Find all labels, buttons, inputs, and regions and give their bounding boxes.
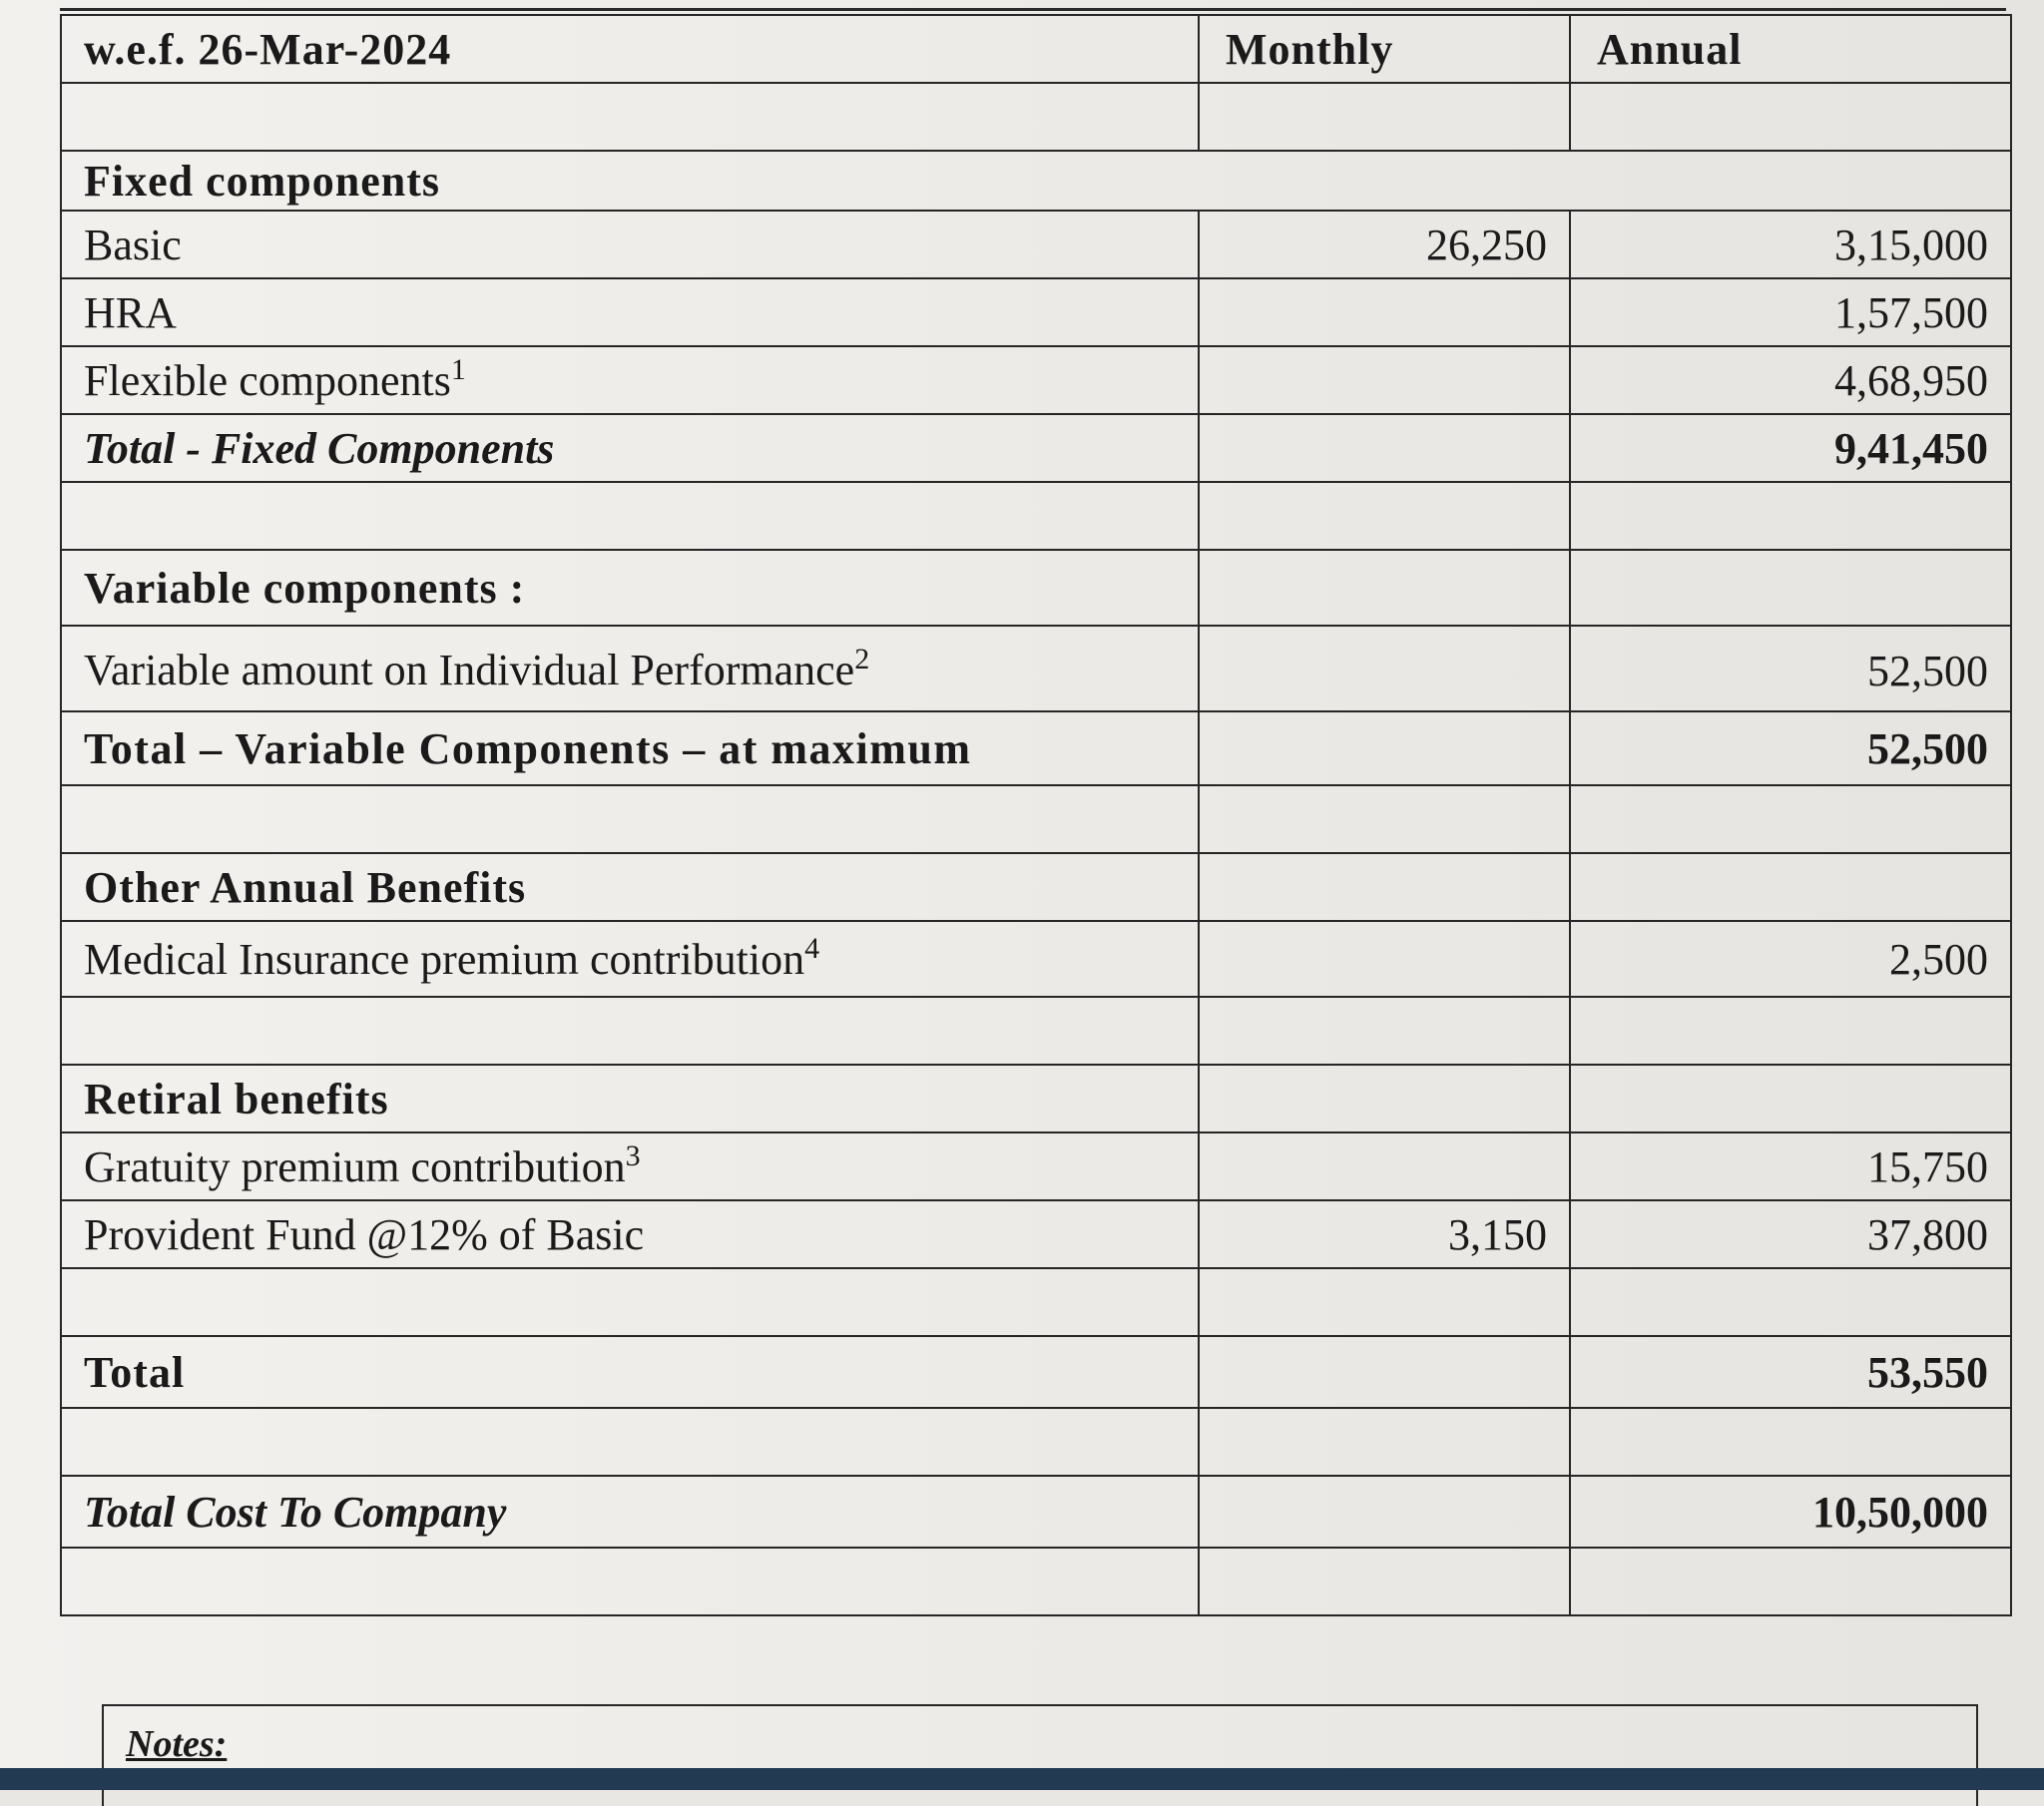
top-border bbox=[60, 8, 2006, 11]
section-heading-row bbox=[61, 151, 2011, 211]
footnote-marker: 2 bbox=[854, 643, 870, 676]
notes-box bbox=[102, 1704, 1978, 1806]
table-row bbox=[61, 346, 2011, 414]
section-heading-row bbox=[61, 853, 2011, 921]
annual-header: Annual bbox=[1570, 15, 2011, 83]
total-variable-annual: 52,500 bbox=[1570, 711, 2011, 785]
flexible-annual: 4,68,950 bbox=[1570, 346, 2011, 414]
retiral-benefits-heading: Retiral benefits bbox=[61, 1065, 1199, 1132]
basic-annual: 3,15,000 bbox=[1570, 211, 2011, 278]
gratuity-label: Gratuity premium contribution bbox=[84, 1141, 626, 1191]
blank-row bbox=[61, 785, 2011, 853]
ctc-annual: 10,50,000 bbox=[1570, 1476, 2011, 1548]
total-variable-label: Total – Variable Components – at maximum bbox=[61, 711, 1199, 785]
retiral-total-label: Total bbox=[61, 1336, 1199, 1408]
gratuity-annual: 15,750 bbox=[1570, 1132, 2011, 1200]
total-fixed-annual: 9,41,450 bbox=[1570, 414, 2011, 482]
basic-monthly: 26,250 bbox=[1199, 211, 1570, 278]
ctc-row bbox=[61, 1476, 2011, 1548]
table-row bbox=[61, 211, 2011, 278]
table-row bbox=[61, 278, 2011, 346]
flexible-label: Flexible components bbox=[84, 355, 451, 405]
fixed-components-heading: Fixed components bbox=[61, 151, 2011, 211]
section-heading-row bbox=[61, 1065, 2011, 1132]
notes-label: Notes: bbox=[126, 1723, 228, 1765]
blank-row bbox=[61, 482, 2011, 550]
blank-row bbox=[61, 83, 2011, 151]
blank-row bbox=[61, 1408, 2011, 1476]
medical-annual: 2,500 bbox=[1570, 921, 2011, 997]
retiral-total-annual: 53,550 bbox=[1570, 1336, 2011, 1408]
footnote-marker: 1 bbox=[450, 352, 466, 386]
variable-individual-cell bbox=[61, 626, 1199, 711]
effective-date: w.e.f. 26-Mar-2024 bbox=[61, 15, 1199, 83]
pf-monthly: 3,150 bbox=[1199, 1200, 1570, 1268]
variable-individual-annual: 52,500 bbox=[1570, 626, 2011, 711]
pf-label: Provident Fund @12% of Basic bbox=[61, 1200, 1199, 1268]
other-benefits-heading: Other Annual Benefits bbox=[61, 853, 1199, 921]
medical-cell bbox=[61, 921, 1199, 997]
blank-row bbox=[61, 1548, 2011, 1615]
hra-annual: 1,57,500 bbox=[1570, 278, 2011, 346]
ctc-table bbox=[60, 14, 2012, 1616]
hra-label: HRA bbox=[61, 278, 1199, 346]
flexible-cell bbox=[61, 346, 1199, 414]
table-row bbox=[61, 921, 2011, 997]
table-row bbox=[61, 1200, 2011, 1268]
screen-bottom-bar bbox=[0, 1768, 2044, 1790]
pf-annual: 37,800 bbox=[1570, 1200, 2011, 1268]
blank-row bbox=[61, 1268, 2011, 1336]
total-row bbox=[61, 711, 2011, 785]
blank-row bbox=[61, 997, 2011, 1065]
footnote-marker: 4 bbox=[804, 931, 820, 965]
section-heading-row bbox=[61, 550, 2011, 626]
total-row bbox=[61, 1336, 2011, 1408]
total-fixed-label: Total - Fixed Components bbox=[61, 414, 1199, 482]
ctc-label: Total Cost To Company bbox=[61, 1476, 1199, 1548]
footnote-marker: 3 bbox=[625, 1138, 641, 1172]
monthly-header: Monthly bbox=[1199, 15, 1570, 83]
variable-components-heading: Variable components : bbox=[61, 550, 1199, 626]
table-row bbox=[61, 1132, 2011, 1200]
basic-label: Basic bbox=[61, 211, 1199, 278]
variable-individual-label: Variable amount on Individual Performance bbox=[84, 646, 855, 694]
total-row bbox=[61, 414, 2011, 482]
medical-label: Medical Insurance premium contribution bbox=[84, 934, 805, 984]
header-row bbox=[61, 15, 2011, 83]
table-row bbox=[61, 626, 2011, 711]
gratuity-cell bbox=[61, 1132, 1199, 1200]
